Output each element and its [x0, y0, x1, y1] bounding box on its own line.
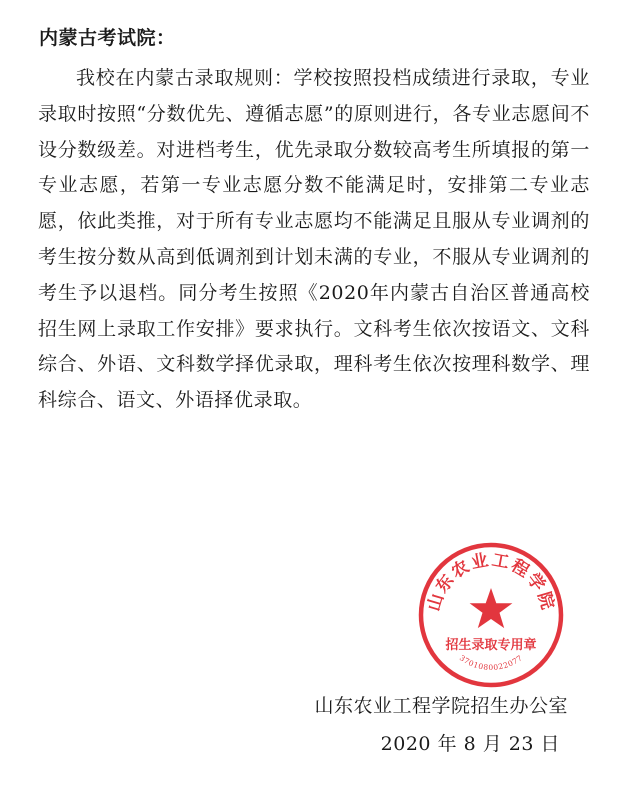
seal-org-text: 山东农业工程学院	[424, 550, 558, 614]
official-seal-stamp	[416, 540, 566, 690]
addressee-heading: 内蒙古考试院：	[39, 27, 176, 49]
seal-serial-number: 3701080022077	[457, 653, 525, 672]
signature-org: 山东农业工程学院招生办公室	[314, 695, 568, 717]
signature-block	[314, 687, 568, 763]
signature-date: 2020 年 8 月 23 日	[380, 733, 560, 755]
star-icon	[470, 588, 513, 628]
seal-center-text: 招生录取专用章	[445, 638, 537, 653]
body-paragraph: 我校在内蒙古录取规则：学校按照投档成绩进行录取，专业录取时按照“分数优先、遵循志愿”的原则进行，各专业志愿间不设分数级差。对进档考生，优先录取分数较高考生所填报的第一专业志愿，若第一专业志愿分数不能满足时，安排第二专业志愿，依此类推，对于所有专业志愿均不能满足且服从专业调剂的考生按分数从高到低调剂到计划未满的专业，不服从专业调剂的考生予以退档。同分考生按照《2020年内蒙古自治区普通高校招生网上录取工作安排》要求执行。文科考生依次按语文、文科综合、外语、文科数学择优录取，理科考生依次按理科数学、理科综合、语文、外语择优录取。	[38, 67, 590, 412]
